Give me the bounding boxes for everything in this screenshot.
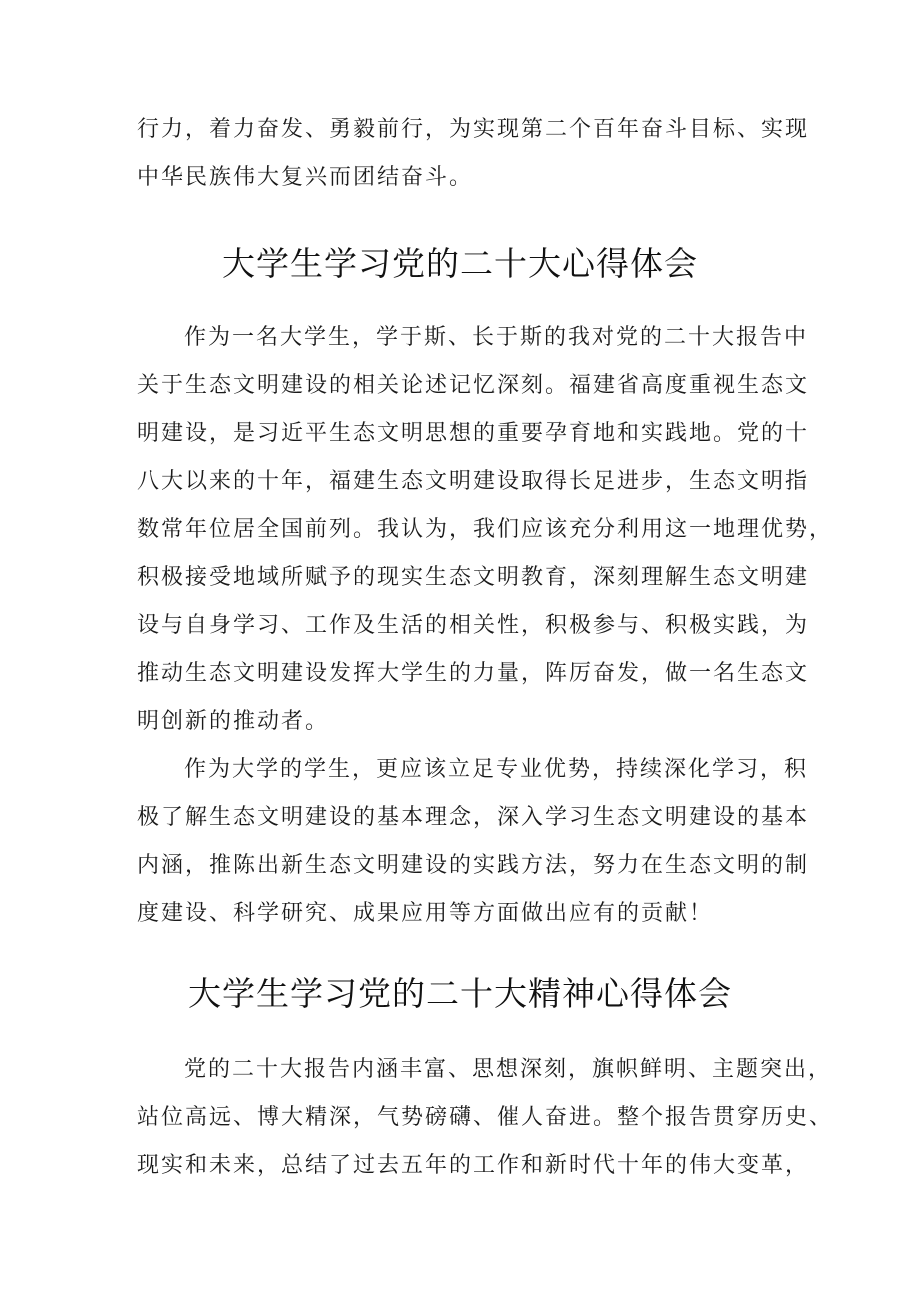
text-line: 数常年位居全国前列。我认为，我们应该充分利用这一地理优势， — [137, 517, 834, 542]
intro-paragraph — [137, 106, 810, 202]
section-title: 大学生学习党的二十大精神心得体会 — [188, 974, 732, 1013]
section1-paragraph-1 — [137, 314, 834, 746]
text-line: 行力，着力奋发、勇毅前行，为实现第二个百年奋斗目标、实现 — [137, 117, 810, 142]
text-line: 现实和未来，总结了过去五年的工作和新时代十年的伟大变革， — [137, 1153, 810, 1178]
text-line: 党的二十大报告内涵丰富、思想深刻，旗帜鲜明、主题突出， — [184, 1057, 833, 1082]
text-line: 八大以来的十年，福建生态文明建设取得长足进步，生态文明指 — [137, 469, 810, 494]
text-line: 关于生态文明建设的相关论述记忆深刻。福建省高度重视生态文 — [137, 373, 810, 398]
text-line: 设与自身学习、工作及生活的相关性，积极参与、积极实践，为 — [137, 613, 810, 638]
text-line: 站位高远、博大精深，气势磅礴、催人奋进。整个报告贯穿历史、 — [137, 1105, 834, 1130]
text-line: 明创新的推动者。 — [137, 709, 330, 734]
text-line: 度建设、科学研究、成果应用等方面做出应有的贡献！ — [137, 901, 714, 926]
text-line: 明建设，是习近平生态文明思想的重要孕育地和实践地。党的十 — [137, 421, 810, 446]
text-line: 作为大学的学生，更应该立足专业优势，持续深化学习，积 — [184, 757, 809, 782]
text-line: 积极接受地域所赋予的现实生态文明教育，深刻理解生态文明建 — [137, 565, 810, 590]
section2-paragraph-1 — [137, 1046, 834, 1190]
text-line: 推动生态文明建设发挥大学生的力量，阵厉奋发，做一名生态文 — [137, 661, 810, 686]
section1-paragraph-2 — [137, 746, 810, 938]
section-title: 大学生学习党的二十大心得体会 — [222, 244, 698, 283]
text-line: 作为一名大学生，学于斯、长于斯的我对党的二十大报告中 — [184, 325, 809, 350]
text-line: 极了解生态文明建设的基本理念，深入学习生态文明建设的基本 — [137, 805, 810, 830]
text-line: 内涵，推陈出新生态文明建设的实践方法，努力在生态文明的制 — [137, 853, 810, 878]
text-line: 中华民族伟大复兴而团结奋斗。 — [137, 165, 474, 190]
